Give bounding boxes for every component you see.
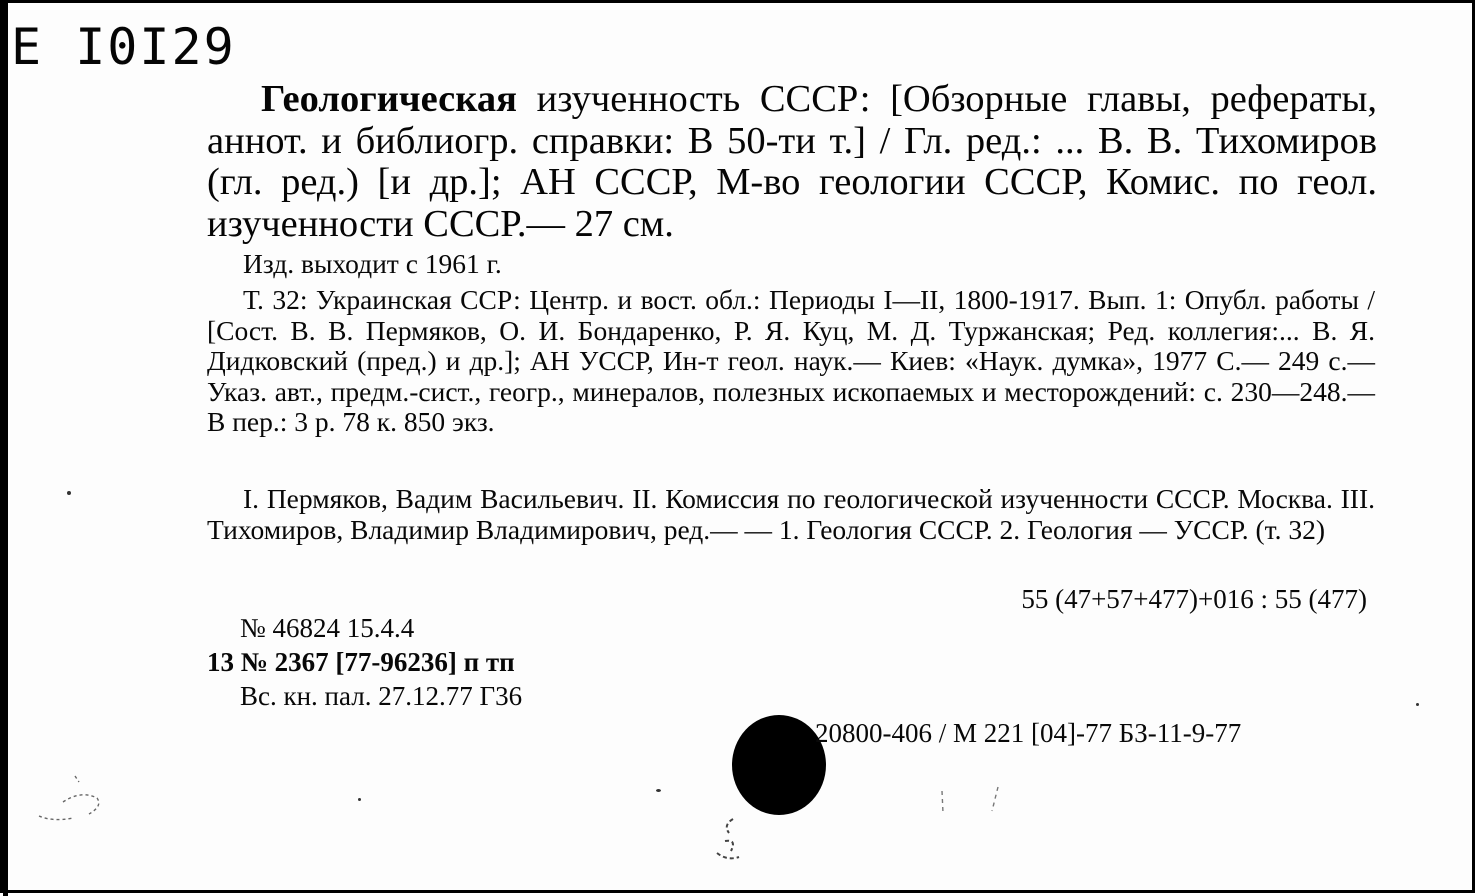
scan-mark-right xyxy=(928,781,1018,821)
card-metadata xyxy=(207,611,522,713)
record-number: № 46824 15.4.4 xyxy=(240,613,415,643)
card-left-edge xyxy=(3,3,8,896)
subject-tracings xyxy=(207,484,1375,545)
card-call-number: E I0I29 xyxy=(11,18,236,76)
bibliographic-title xyxy=(207,79,1377,245)
order-line: 13 № 2367 [77-96236] п тп xyxy=(207,647,515,677)
speck xyxy=(1416,703,1419,706)
title-text: изученность СССР: [Обзорные главы, рефераты, аннот. и библиогр. справки: В 50-ти т.] / Гл. ред.: ... В. В. Тихомиров (гл. ред.) [и др.]; АН СССР, М-во геологии СССР, Комис. по геол. изученности СССР.— 27 см. xyxy=(207,78,1377,245)
publisher-note xyxy=(207,249,1375,280)
title-lead-word: Геологическая xyxy=(261,78,517,120)
speck xyxy=(656,789,661,792)
classification-index: 55 (47+57+477)+016 : 55 (477) xyxy=(1021,584,1367,614)
publisher-note-text: Изд. выходит с 1961 г. xyxy=(243,248,502,279)
speck xyxy=(358,798,361,801)
volume-description-text: Т. 32: Украинская ССР: Центр. и вост. обл.: Периоды I—II, 1800-1917. Вып. 1: Опубл. работы / [Сост. В. В. Пермяков, О. И. Бондаренко, Р. Я. Куц, М. Д. Туржанская; Ред. коллегия:... В. Я. Дидковский (пред.) и др.]; АН УССР, Ин-т геол. наук.— Киев: «Наук. думка», 1977 С.— 249 с.— Указ. авт., предм.-сист., геогр., минералов, полезных ископаемых и месторождений: с. 230—248.— В пер.: 3 р. 78 к. 850 экз. xyxy=(207,284,1375,438)
subject-tracings-text: I. Пермяков, Вадим Васильевич. II. Комиссия по геологической изученности СССР. Москва. III. Тихомиров, Владимир Владимирович, ред.— — 1. Геология СССР. 2. Геология — УССР. (т. 32) xyxy=(207,483,1375,545)
registry-line: Вс. кн. пал. 27.12.77 Г36 xyxy=(240,681,523,711)
scan-mark-left xyxy=(33,768,113,828)
isbn-line: 20800-406 / М 221 [04]-77 БЗ-11-9-77 xyxy=(815,718,1242,748)
speck xyxy=(67,491,71,495)
volume-description xyxy=(207,285,1375,438)
scan-mark-bottom xyxy=(703,811,763,871)
punch-hole xyxy=(732,715,826,815)
